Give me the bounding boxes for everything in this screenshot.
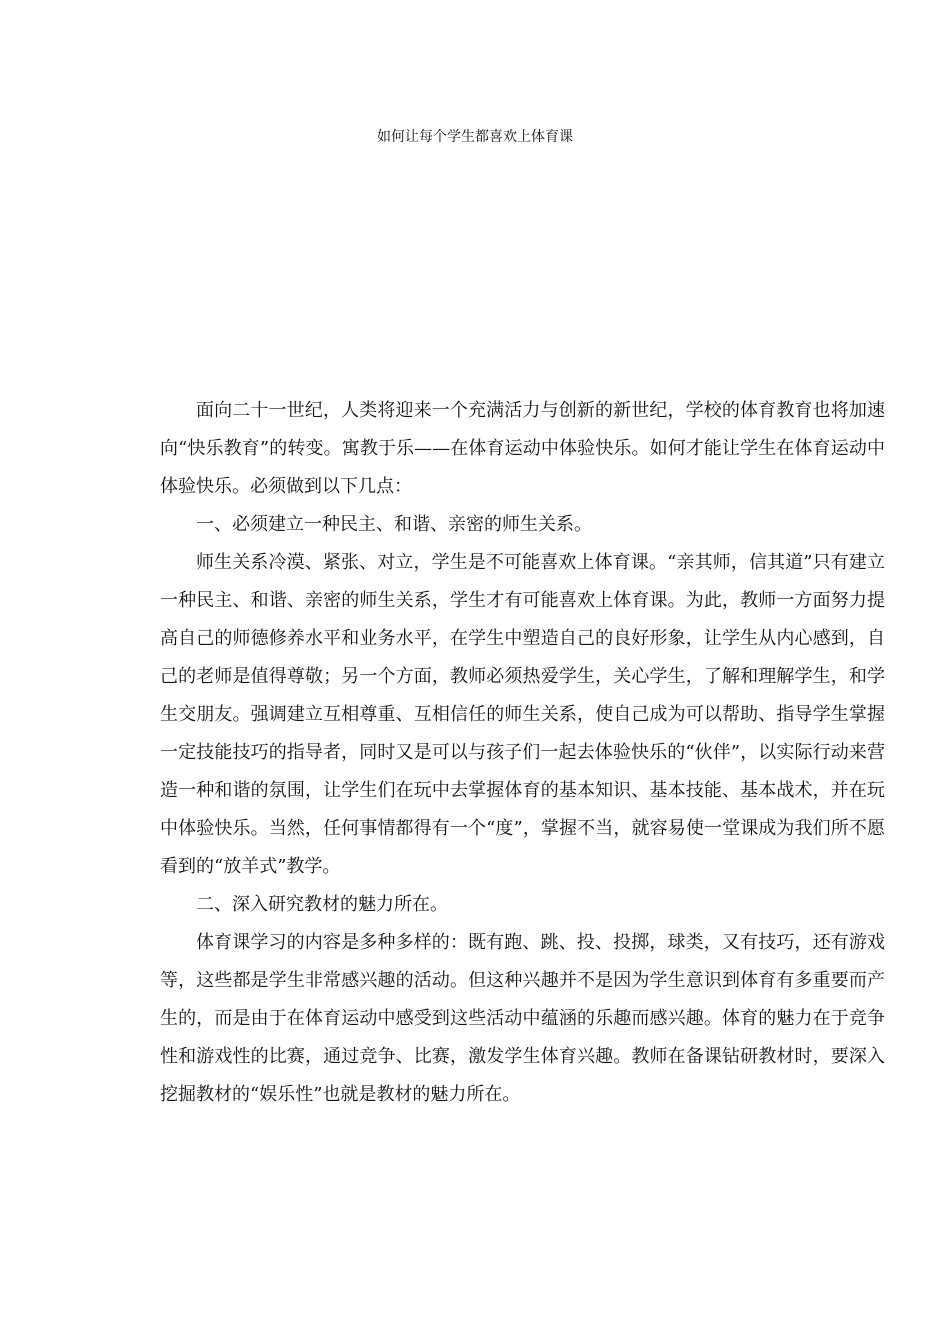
document-title: 如何让每个学生都喜欢上体育课 (377, 129, 573, 145)
paragraph-intro: 面向二十一世纪，人类将迎来一个充满活力与创新的新世纪，学校的体育教育也将加速向“快乐教育”的转变。寓教于乐——在体育运动中体验快乐。如何才能让学生在体育运动中体验快乐。必须做到以下几点： (160, 400, 885, 497)
paragraph-section-2: 体育课学习的内容是多种多样的：既有跑、跳、投、投掷，球类，又有技巧，还有游戏等，这些都是学生非常感兴趣的活动。但这种兴趣并不是因为学生意识到体育有多重要而产生的，而是由于在体育运动中感受到这些活动中蕴涵的乐趣而感兴趣。体育的魅力在于竞争性和游戏性的比赛，通过竞争、比赛，激发学生体育兴趣。教师在备课钻研教材时，要深入挖掘教材的“娱乐性”也就是教材的魅力所在。 (160, 932, 885, 1105)
document-body (160, 392, 885, 1114)
section-heading-2: 二、深入研究教材的魅力所在。 (196, 894, 448, 915)
paragraph-section-1: 师生关系冷漠、紧张、对立，学生是不可能喜欢上体育课。“亲其师，信其道”只有建立一种民主、和谐、亲密的师生关系，学生才有可能喜欢上体育课。为此，教师一方面努力提高自己的师德修养水平和业务水平，在学生中塑造自己的良好形象，让学生从内心感到，自己的老师是值得尊敬；另一个方面，教师必须热爱学生，关心学生，了解和理解学生，和学生交朋友。强调建立互相尊重、互相信任的师生关系，使自己成为可以帮助、指导学生掌握一定技能技巧的指导者，同时又是可以与孩子们一起去体验快乐的“伙伴”，以实际行动来营造一种和谐的氛围，让学生们在玩中去掌握体育的基本知识、基本技能、基本战术，并在玩中体验快乐。当然，任何事情都得有一个“度”，掌握不当，就容易使一堂课成为我们所不愿看到的“放羊式”教学。 (160, 552, 885, 877)
section-heading-1: 一、必须建立一种民主、和谐、亲密的师生关系。 (196, 514, 592, 535)
